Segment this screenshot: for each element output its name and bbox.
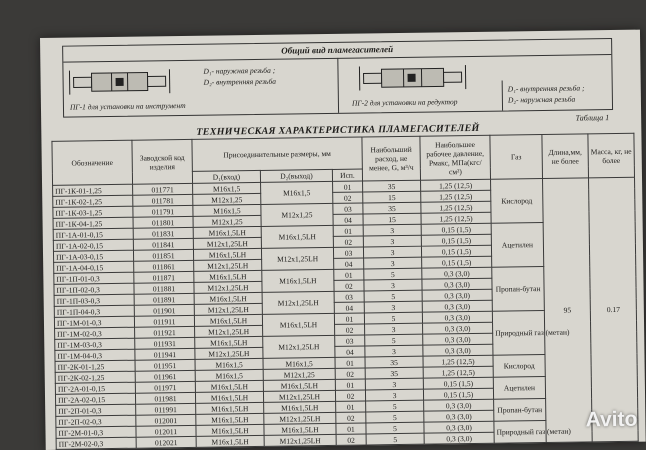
cell-designation: ПГ-1М-04-0,3: [55, 349, 135, 361]
cell-factory-code: 011781: [133, 194, 193, 206]
cell-d2: M12x1,25LH: [261, 247, 333, 270]
table-title: ТЕХНИЧЕСКАЯ ХАРАКТЕРИСТИКА ПЛАМЕГАСИТЕЛЕЙ: [196, 122, 480, 138]
cell-version: 01: [333, 181, 363, 192]
cell-designation: ПГ-2А-01-0,15: [55, 382, 135, 394]
cell-gas: Пропан-бутан: [492, 266, 545, 311]
cell-factory-code: 012021: [136, 436, 196, 448]
flame-arrester-pg2-drawing: [355, 61, 485, 95]
cell-gas: Ацетилен: [491, 222, 544, 267]
cell-designation: ПГ-2К-02-1,25: [55, 371, 135, 383]
cell-pressure: 1,25 (12,5): [421, 190, 491, 202]
cell-flow: 3: [364, 301, 422, 313]
cell-version: 03: [334, 291, 364, 302]
cell-factory-code: 011801: [133, 216, 193, 228]
cell-pressure: 0,3 (3,0): [424, 410, 494, 422]
cell-d2: M16x1,5LH: [264, 423, 336, 435]
cell-factory-code: 011921: [135, 326, 195, 338]
cell-gas: Кислород: [491, 178, 544, 223]
cell-pressure: 1,25 (12,5): [423, 355, 493, 367]
cell-designation: ПГ-2П-02-0,3: [56, 415, 136, 427]
cell-factory-code: 011771: [133, 183, 193, 195]
cell-pressure: 0,15 (1,5): [421, 223, 491, 235]
cell-designation: ПГ-1К-04-1,25: [53, 217, 133, 229]
cell-version: 04: [333, 214, 363, 225]
cell-factory-code: 012011: [136, 425, 196, 437]
cell-flow: 5: [366, 433, 424, 445]
cell-flow: 3: [365, 378, 423, 390]
cell-version: 02: [333, 236, 363, 247]
cell-d2: M16x1,5LH: [263, 379, 335, 391]
cell-d1: M16x1,5: [193, 204, 261, 216]
cell-factory-code: 011871: [134, 271, 194, 283]
cell-pressure: 0,3 (3,0): [423, 344, 493, 356]
cell-pressure: 0,3 (3,0): [423, 333, 493, 345]
col-pressure: Наибольшее рабочее давление, Pмакс, МПа(кгс/см²): [420, 135, 491, 180]
document-sheet: [40, 30, 646, 450]
cell-d2: M16x1,5LH: [262, 269, 334, 292]
col-gas: Газ: [490, 135, 543, 180]
cell-d1: M12x1,25LH: [194, 259, 262, 271]
cell-d1: M16x1,5LH: [195, 391, 263, 403]
cell-factory-code: 011991: [136, 403, 196, 415]
cell-factory-code: 011911: [134, 315, 194, 327]
cell-version: 01: [335, 379, 365, 390]
cell-version: 04: [335, 346, 365, 357]
cell-designation: ПГ-1К-03-1,25: [53, 206, 133, 218]
cell-d1: M16x1,5LH: [195, 336, 263, 348]
cell-version: 04: [334, 258, 364, 269]
cell-designation: ПГ-1П-03-0,3: [54, 294, 134, 306]
cell-designation: ПГ-1М-01-0,3: [54, 316, 134, 328]
cell-version: 03: [333, 203, 363, 214]
cell-d2: M12x1,25LH: [264, 434, 336, 446]
cell-pressure: 0,15 (1,5): [421, 245, 491, 257]
cell-flow: 5: [366, 422, 424, 434]
cell-factory-code: 011791: [133, 205, 193, 217]
cell-d2: M12x1,25LH: [262, 291, 334, 314]
cell-flow: 3: [363, 246, 421, 258]
avito-watermark: Avito: [585, 407, 638, 432]
col-connection: Присоединительные размеры, мм: [192, 137, 362, 171]
cell-d1: M16x1,5LH: [196, 435, 264, 447]
cell-version: 01: [335, 357, 365, 368]
cell-d2: M12x1,25: [261, 203, 333, 226]
cell-d1: M12x1,25LH: [194, 281, 262, 293]
cell-pressure: 0,3 (3,0): [422, 278, 492, 290]
cell-flow: 35: [365, 367, 423, 379]
cell-version: 02: [336, 434, 366, 445]
cell-pressure: 0,15 (1,5): [422, 256, 492, 268]
cell-factory-code: 011851: [133, 249, 193, 261]
cell-factory-code: 011951: [135, 359, 195, 371]
cell-designation: ПГ-1А-02-0,15: [53, 239, 133, 251]
cell-factory-code: 011901: [134, 304, 194, 316]
cell-version: 02: [335, 390, 365, 401]
cell-version: 01: [333, 225, 363, 236]
cell-gas: Природный газ (метан): [492, 310, 545, 355]
cell-factory-code: 011881: [134, 282, 194, 294]
cell-pressure: 0,3 (3,0): [424, 421, 494, 433]
cell-d1: M16x1,5LH: [193, 248, 261, 260]
cell-pressure: 1,25 (12,5): [421, 212, 491, 224]
cell-pressure: 1,25 (12,5): [423, 366, 493, 378]
cell-pressure: 0,3 (3,0): [422, 311, 492, 323]
cell-d1: M16x1,5LH: [195, 380, 263, 392]
cell-version: 02: [335, 324, 365, 335]
cell-designation: ПГ-2П-01-0,3: [56, 404, 136, 416]
cell-d2: M16x1,5LH: [262, 313, 334, 336]
cell-designation: ПГ-1А-03-0,15: [53, 250, 133, 262]
cell-length: 95: [543, 178, 593, 443]
cell-d1: M16x1,5LH: [194, 314, 262, 326]
cell-pressure: 0,3 (3,0): [423, 322, 493, 334]
cell-d1: M12x1,25LH: [195, 347, 263, 359]
cell-flow: 3: [363, 224, 421, 236]
cell-d1: M16x1,5LH: [196, 402, 264, 414]
cell-flow: 5: [366, 411, 424, 423]
cell-pressure: 1,25 (12,5): [421, 201, 491, 213]
cell-version: 01: [336, 423, 366, 434]
cell-version: 01: [334, 269, 364, 280]
cell-pressure: 0,15 (1,5): [421, 234, 491, 246]
col-d1: D₁(вход): [192, 170, 260, 183]
cell-factory-code: 011931: [135, 337, 195, 349]
cell-factory-code: 011971: [135, 381, 195, 393]
cell-version: 02: [336, 412, 366, 423]
col-version: Исп.: [332, 169, 362, 181]
cell-flow: 15: [363, 191, 421, 203]
cell-flow: 5: [364, 268, 422, 280]
cell-flow: 3: [363, 235, 421, 247]
cell-flow: 3: [364, 257, 422, 269]
cell-factory-code: 012001: [136, 414, 196, 426]
cell-designation: ПГ-2К-01-1,25: [55, 360, 135, 372]
cell-designation: ПГ-1А-01-0,15: [53, 228, 133, 240]
cell-designation: ПГ-2А-02-0,15: [55, 393, 135, 405]
cell-designation: ПГ-1М-02-0,3: [55, 327, 135, 339]
cell-designation: ПГ-1А-04-0,15: [54, 261, 134, 273]
cell-version: 03: [333, 247, 363, 258]
cell-pressure: 0,3 (3,0): [422, 267, 492, 279]
cell-version: 02: [333, 192, 363, 203]
cell-flow: 3: [365, 345, 423, 357]
cell-d1: M12x1,25: [193, 193, 261, 205]
col-flow: Наибольший расход, не менее, G, м³/ч: [362, 136, 421, 181]
cell-pressure: 0,3 (3,0): [424, 432, 494, 444]
cell-version: 02: [335, 368, 365, 379]
cell-d1: M16x1,5LH: [193, 226, 261, 238]
cell-designation: ПГ-1П-02-0,3: [54, 283, 134, 295]
cell-d2: M12x1,25LH: [263, 390, 335, 402]
cell-flow: 35: [363, 202, 421, 214]
cell-version: 02: [334, 280, 364, 291]
cell-factory-code: 011861: [134, 260, 194, 272]
pg1-d1-note: D₁- наружная резьба ;: [203, 65, 276, 76]
col-designation: Обозначение: [52, 140, 133, 185]
cell-flow: 3: [365, 389, 423, 401]
cell-d2: M12x1,25LH: [264, 412, 336, 424]
cell-d1: M12x1,25LH: [194, 303, 262, 315]
cell-designation: ПГ-2М-02-0,3: [56, 437, 136, 449]
cell-gas: Ацетилен: [493, 376, 545, 399]
cell-d1: M16x1,5: [195, 369, 263, 381]
cell-d1: M16x1,5LH: [196, 424, 264, 436]
cell-factory-code: 011981: [135, 392, 195, 404]
cell-gas: Природный газ (метан): [494, 420, 546, 443]
cell-version: 01: [334, 313, 364, 324]
cell-pressure: 0,3 (3,0): [422, 289, 492, 301]
cell-designation: ПГ-2М-01-0,3: [56, 426, 136, 438]
spec-table: [51, 133, 638, 450]
cell-designation: ПГ-1П-04-0,3: [54, 305, 134, 317]
general-view-header: [62, 38, 613, 118]
header-title: Общий вид пламегасителей: [281, 44, 394, 56]
cell-d1: M16x1,5: [195, 358, 263, 370]
cell-d1: M12x1,25LH: [195, 325, 263, 337]
pg1-d2-note: D₂- внутренняя резьба: [203, 76, 277, 87]
cell-factory-code: 011831: [133, 227, 193, 239]
pg1-caption: ПГ-1 для установки на инструмент: [69, 100, 186, 112]
pg2-d1-note: D₁- внутренняя резьба ;: [507, 83, 585, 94]
cell-pressure: 1,25 (12,5): [421, 179, 491, 191]
cell-flow: 15: [363, 213, 421, 225]
cell-factory-code: 011841: [133, 238, 193, 250]
cell-flow: 3: [364, 279, 422, 291]
cell-flow: 5: [365, 334, 423, 346]
col-d2: D₂(выход): [260, 169, 332, 182]
cell-d1: M16x1,5LH: [194, 270, 262, 282]
cell-version: 04: [334, 302, 364, 313]
cell-designation: ПГ-1П-01-0,3: [54, 272, 134, 284]
cell-pressure: 0,15 (1,5): [423, 388, 493, 400]
cell-pressure: 0,3 (3,0): [424, 399, 494, 411]
cell-d2: M16x1,5: [261, 181, 333, 204]
cell-d2: M16x1,5LH: [261, 225, 333, 248]
cell-d1: M16x1,5: [193, 182, 261, 194]
cell-d1: M16x1,5LH: [196, 413, 264, 425]
cell-d1: M12x1,25LH: [193, 237, 261, 249]
cell-designation: ПГ-1М-03-0,3: [55, 338, 135, 350]
table-caption: Таблица 1: [575, 113, 610, 123]
pg2-d2-note: D₂- наружная резьба: [507, 94, 576, 105]
pg2-caption: ПГ-2 для установки на редуктор: [351, 97, 458, 108]
cell-flow: 5: [366, 400, 424, 412]
cell-flow: 35: [365, 356, 423, 368]
cell-factory-code: 011961: [135, 370, 195, 382]
cell-gas: Пропан-бутан: [494, 398, 546, 421]
cell-designation: ПГ-1К-02-1,25: [53, 195, 133, 207]
cell-d2: M16x1,5: [263, 357, 335, 369]
cell-d1: M12x1,25: [193, 215, 261, 227]
cell-version: 03: [335, 335, 365, 346]
cell-mass: 0.17: [589, 177, 639, 442]
cell-d2: M12x1,25: [263, 368, 335, 380]
cell-version: 01: [336, 401, 366, 412]
col-factory-code: Заводской код изделия: [132, 139, 193, 184]
flame-arrester-pg1-drawing: [67, 65, 187, 99]
cell-flow: 5: [364, 312, 422, 324]
cell-flow: 3: [365, 323, 423, 335]
cell-gas: Кислород: [493, 354, 545, 377]
col-mass: Масса, кг, не более: [588, 133, 635, 178]
cell-d2: M16x1,5LH: [264, 401, 336, 413]
cell-factory-code: 011941: [135, 348, 195, 360]
col-length: Длина,мм, не более: [542, 134, 589, 179]
cell-designation: ПГ-1К-01-1,25: [53, 184, 133, 196]
cell-pressure: 0,15 (1,5): [423, 377, 493, 389]
cell-pressure: 0,3 (3,0): [422, 300, 492, 312]
cell-factory-code: 011891: [134, 293, 194, 305]
cell-d1: M16x1,5LH: [194, 292, 262, 304]
cell-flow: 35: [363, 180, 421, 192]
cell-flow: 5: [364, 290, 422, 302]
cell-d2: M12x1,25LH: [263, 335, 335, 358]
